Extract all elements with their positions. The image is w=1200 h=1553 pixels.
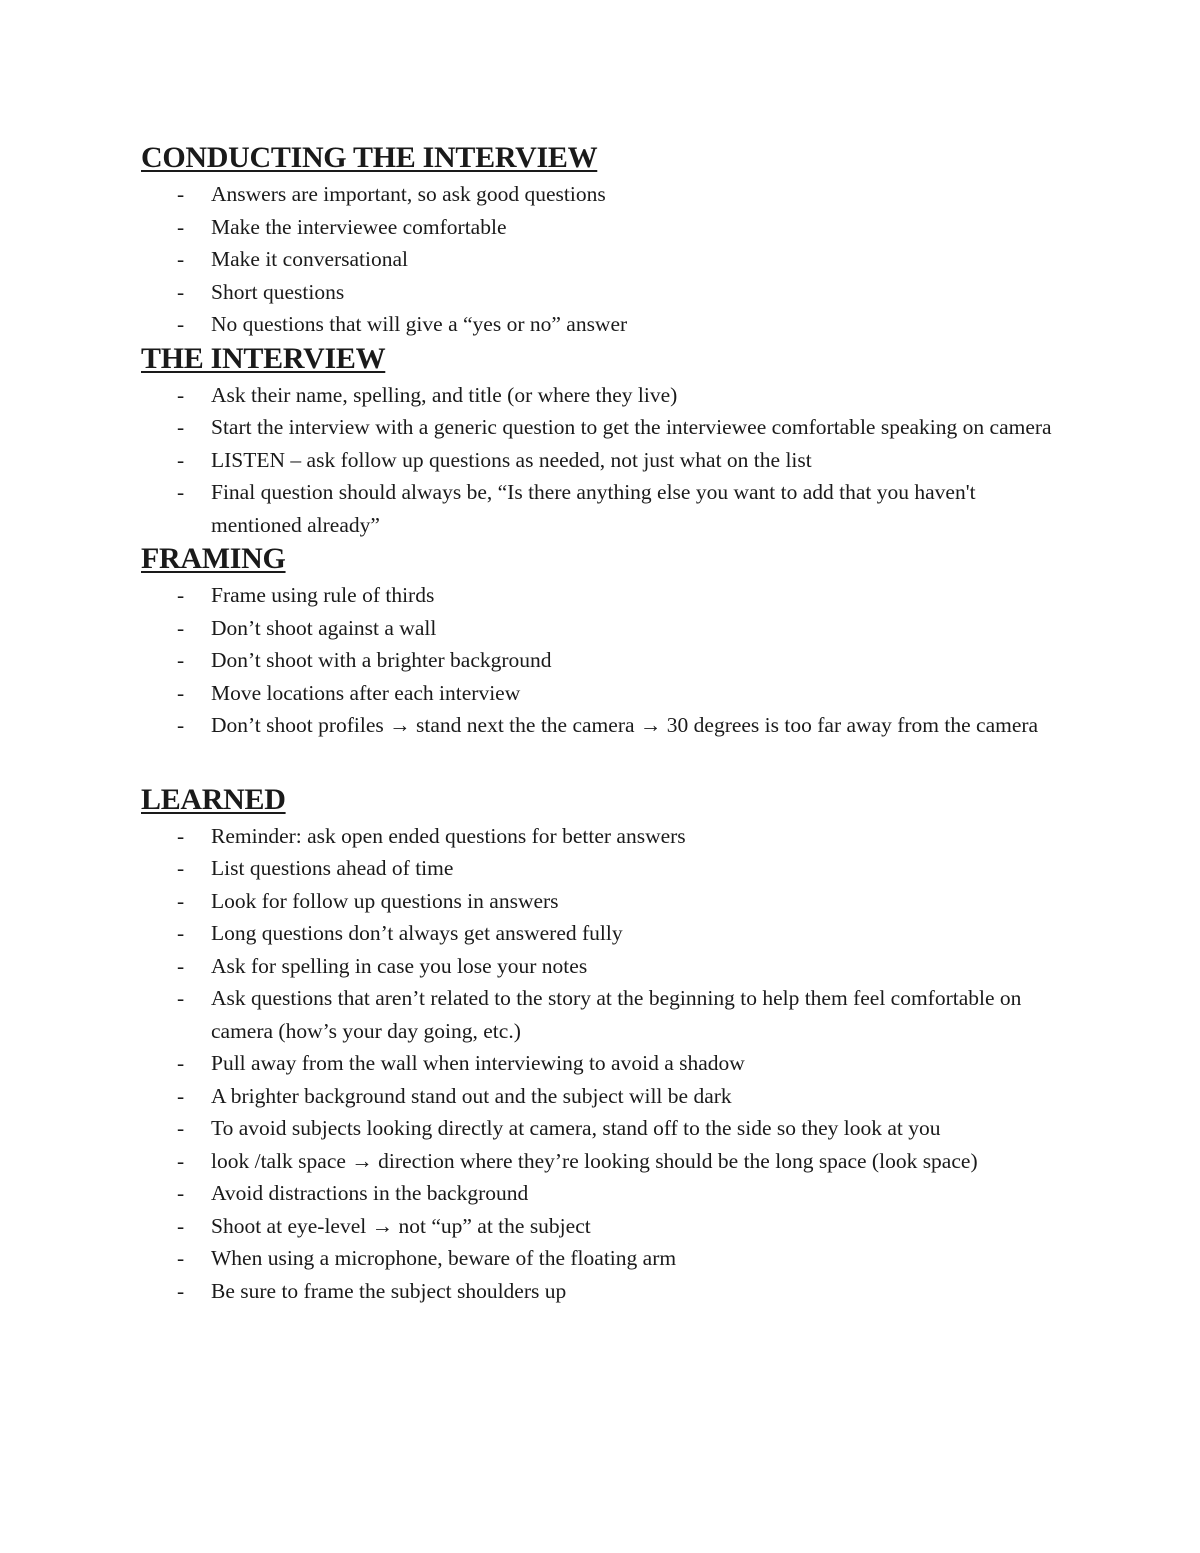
- list-item: - Pull away from the wall when interviewing to avoid a shadow: [141, 1047, 1061, 1080]
- list-learned: [141, 820, 1061, 1308]
- bullet-dash: -: [177, 214, 185, 239]
- bullet-dash: -: [177, 415, 185, 439]
- bullet-dash: -: [177, 986, 185, 1010]
- list-item: - To avoid subjects looking directly at camera, stand off to the side so they look at you: [141, 1112, 1061, 1145]
- list-item: - Ask questions that aren’t related to the story at the beginning to help them feel comfortable on camera (how’s your day going, etc.): [141, 982, 1061, 1047]
- list-item: - Look for follow up questions in answers: [141, 885, 1061, 918]
- bullet-dash: -: [177, 1051, 185, 1075]
- bullet-dash: -: [177, 1246, 185, 1270]
- bullet-dash: -: [177, 713, 185, 737]
- bullet-dash: -: [177, 279, 185, 304]
- bullet-dash: -: [177, 1083, 185, 1108]
- section-heading-learned: LEARNED: [141, 782, 286, 816]
- bullet-dash: -: [177, 648, 185, 672]
- bullet-dash: -: [177, 312, 185, 336]
- list-item: - Short questions: [141, 276, 1061, 309]
- list-item: - Move locations after each interview: [141, 677, 1061, 710]
- list-item: - Reminder: ask open ended questions for better answers: [141, 820, 1061, 853]
- list-the-interview: [141, 379, 1061, 542]
- bullet-dash: -: [177, 888, 185, 913]
- list-item: - Make the interviewee comfortable: [141, 211, 1061, 244]
- list-item: - Avoid distractions in the background: [141, 1177, 1061, 1210]
- list-item: - Make it conversational: [141, 243, 1061, 276]
- list-framing: [141, 579, 1061, 742]
- bullet-dash: -: [177, 182, 185, 206]
- document-page: [141, 140, 1061, 1307]
- bullet-dash: -: [177, 1213, 185, 1238]
- list-item: - Start the interview with a generic question to get the interviewee comfortable speaking on camera: [141, 411, 1061, 444]
- list-item: - Ask their name, spelling, and title (or where they live): [141, 379, 1061, 412]
- list-item: - Don’t shoot against a wall: [141, 612, 1061, 645]
- bullet-dash: -: [177, 1116, 185, 1140]
- section-heading-framing: FRAMING: [141, 542, 286, 575]
- bullet-dash: -: [177, 382, 185, 407]
- list-item: - Long questions don’t always get answered fully: [141, 917, 1061, 950]
- bullet-dash: -: [177, 480, 185, 504]
- bullet-dash: -: [177, 856, 185, 880]
- list-conducting: [141, 178, 1061, 341]
- list-item: - Shoot at eye-level → not “up” at the subject: [141, 1210, 1061, 1243]
- list-item: - Answers are important, so ask good questions: [141, 178, 1061, 211]
- bullet-dash: -: [177, 953, 185, 978]
- bullet-dash: -: [177, 247, 185, 271]
- bullet-dash: -: [177, 447, 185, 472]
- list-item: - Don’t shoot with a brighter background: [141, 644, 1061, 677]
- bullet-dash: -: [177, 615, 185, 640]
- list-item: - A brighter background stand out and the subject will be dark: [141, 1080, 1061, 1113]
- bullet-dash: -: [177, 921, 185, 945]
- list-item: - Don’t shoot profiles → stand next the the camera → 30 degrees is too far away from the camera: [141, 709, 1061, 742]
- bullet-dash: -: [177, 680, 185, 705]
- list-item: - LISTEN – ask follow up questions as needed, not just what on the list: [141, 444, 1061, 477]
- list-item: - Final question should always be, “Is there anything else you want to add that you haven't mentioned already”: [141, 476, 1061, 541]
- bullet-dash: -: [177, 583, 185, 607]
- list-item: - When using a microphone, beware of the floating arm: [141, 1242, 1061, 1275]
- list-item: - Frame using rule of thirds: [141, 579, 1061, 612]
- list-item: - Ask for spelling in case you lose your notes: [141, 950, 1061, 983]
- bullet-dash: -: [177, 1148, 185, 1173]
- bullet-dash: -: [177, 823, 185, 848]
- bullet-dash: -: [177, 1278, 185, 1303]
- section-heading-conducting: CONDUCTING THE INTERVIEW: [141, 141, 598, 174]
- list-item: - No questions that will give a “yes or no” answer: [141, 308, 1061, 341]
- list-item: - Be sure to frame the subject shoulders up: [141, 1275, 1061, 1308]
- section-heading-the-interview: THE INTERVIEW: [141, 341, 386, 375]
- list-item: - look /talk space → direction where they’re looking should be the long space (look space): [141, 1145, 1061, 1178]
- bullet-dash: -: [177, 1181, 185, 1205]
- list-item: - List questions ahead of time: [141, 852, 1061, 885]
